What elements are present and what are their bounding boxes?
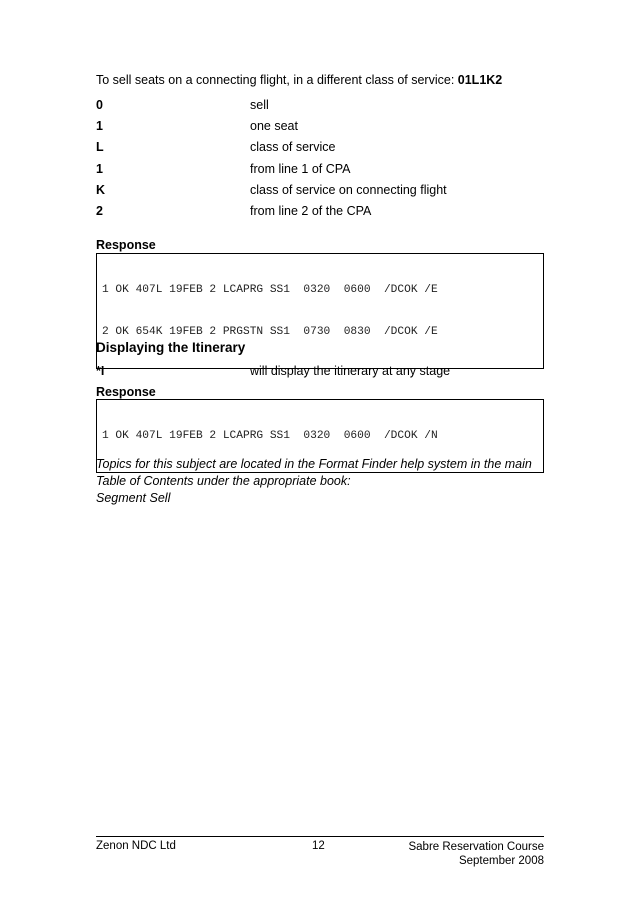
footer-date: September 2008 — [458, 855, 544, 867]
format-key: *I — [96, 364, 105, 378]
format-description: will display the itinerary at any stage — [250, 364, 451, 378]
response-line: 1 OK 407L 19FEB 2 LCAPRG SS1 0320 0600 /DCOK /E — [102, 284, 438, 296]
topic-reference: Segment Sell — [96, 491, 171, 505]
format-key: 2 — [96, 204, 103, 218]
format-description: class of service — [250, 140, 336, 154]
format-description: one seat — [250, 119, 298, 133]
format-key: 1 — [96, 162, 103, 176]
intro-text — [96, 73, 502, 87]
intro-format-code: 01L1K2 — [457, 73, 503, 87]
format-key: K — [96, 183, 106, 197]
footer-divider — [96, 836, 544, 837]
response-line: 2 OK 654K 19FEB 2 PRGSTN SS1 0730 0830 /DCOK /E — [102, 326, 438, 338]
format-key: L — [96, 140, 104, 154]
format-description: class of service on connecting flight — [250, 183, 447, 197]
footer-course-info — [408, 840, 544, 868]
format-key: 0 — [96, 98, 103, 112]
format-key: 1 — [96, 119, 103, 133]
footer-course-title: Sabre Reservation Course — [408, 841, 544, 853]
format-description: from line 2 of the CPA — [250, 204, 372, 218]
response-line: 1 OK 407L 19FEB 2 LCAPRG SS1 0320 0600 /DCOK /N — [102, 430, 438, 442]
response-label: Response — [96, 385, 156, 399]
format-description: from line 1 of CPA — [250, 162, 351, 176]
footer-company: Zenon NDC Ltd — [96, 840, 176, 852]
section-heading: Displaying the Itinerary — [96, 340, 246, 355]
intro-sentence: To sell seats on a connecting flight, in a different class of service: — [96, 73, 458, 87]
page-number: 12 — [312, 840, 325, 852]
topics-note: Topics for this subject are located in the Format Finder help system in the main Table of Contents under the appropriate book: — [96, 457, 532, 488]
response-label: Response — [96, 238, 156, 252]
format-description: sell — [250, 98, 269, 112]
